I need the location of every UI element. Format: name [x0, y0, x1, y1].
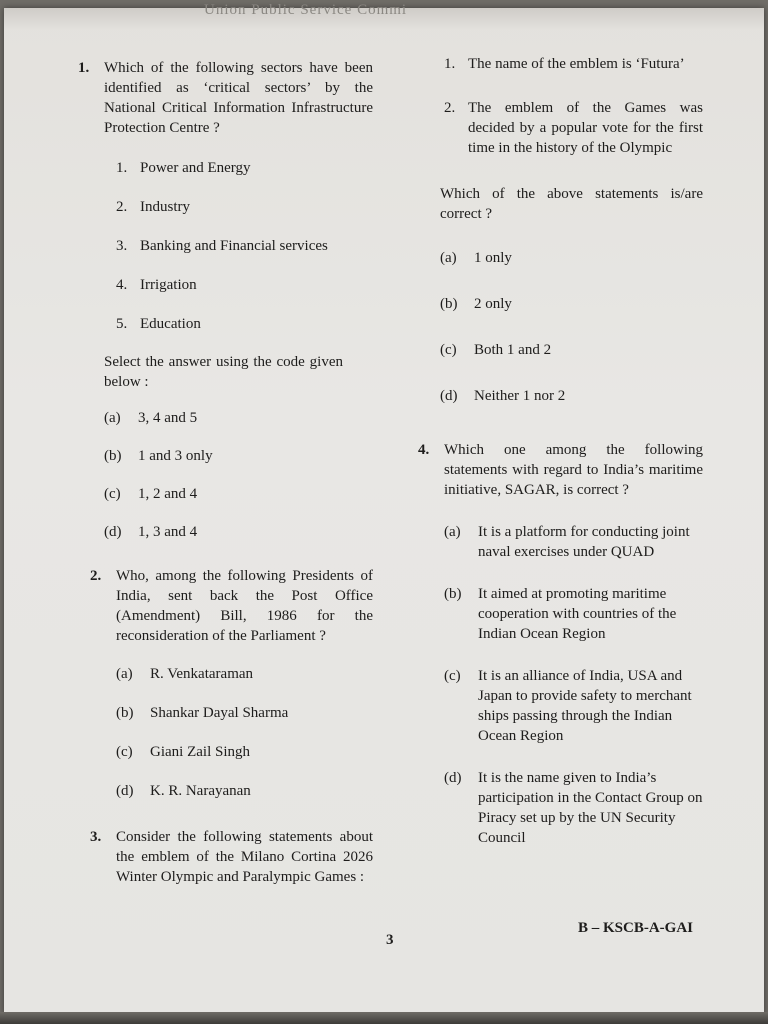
statement-2 — [444, 98, 703, 158]
sector-item — [116, 197, 373, 217]
option-label: (a) — [444, 524, 461, 540]
option-label: (a) — [440, 250, 457, 266]
question-number: 1. — [78, 60, 90, 76]
option-text: It is an alliance of India, USA and Japan to provide safety to merchant ships passing through the Indian Ocean Region — [478, 668, 692, 744]
option-b[interactable] — [104, 446, 373, 466]
left-column — [78, 58, 373, 887]
item-number: 5. — [116, 316, 128, 332]
option-d[interactable] — [104, 522, 373, 542]
item-number: 3. — [116, 238, 128, 254]
item-text: Power and Energy — [140, 160, 251, 176]
option-label: (d) — [444, 770, 462, 786]
option-text: Giani Zail Singh — [150, 744, 250, 760]
option-label: (d) — [440, 388, 458, 404]
option-b[interactable] — [116, 703, 373, 723]
item-text: Industry — [140, 199, 190, 215]
option-text: K. R. Narayanan — [150, 783, 251, 799]
booklet-code: B – KSCB-A-GAI — [578, 920, 694, 936]
question-stem: Consider the following statements about the emblem of the Milano Cortina 2026 Winter Olympic and Paralympic Games : — [116, 829, 373, 885]
question-number: 2. — [90, 568, 102, 584]
option-label: (c) — [444, 668, 461, 684]
option-text: 1 only — [474, 250, 512, 266]
item-text: Education — [140, 316, 201, 332]
option-label: (d) — [116, 783, 134, 799]
option-label: (a) — [104, 410, 121, 426]
item-number: 4. — [116, 277, 128, 293]
option-a[interactable] — [116, 664, 373, 684]
statement-number: 2. — [444, 100, 456, 116]
question-number: 3. — [90, 829, 102, 845]
answer-instruction: Which of the above statements is/are correct ? — [440, 186, 703, 222]
option-label: (c) — [440, 342, 457, 358]
option-label: (b) — [116, 705, 134, 721]
option-d[interactable] — [440, 386, 703, 406]
option-b[interactable] — [444, 584, 703, 644]
question-stem: Who, among the following Presidents of India, sent back the Post Office (Amendment) Bill, 1986 for the reconsideration of the Parliament ? — [116, 568, 373, 644]
option-text: 1 and 3 only — [138, 448, 213, 464]
option-label: (b) — [104, 448, 122, 464]
option-text: It is a platform for conducting joint naval exercises under QUAD — [478, 524, 690, 560]
option-a[interactable] — [440, 248, 703, 268]
page-top-edge — [4, 2, 764, 30]
question-1 — [78, 58, 373, 542]
option-text: 2 only — [474, 296, 512, 312]
option-d[interactable] — [444, 768, 703, 848]
option-label: (b) — [444, 586, 462, 602]
option-label: (c) — [116, 744, 133, 760]
item-text: Irrigation — [140, 277, 197, 293]
item-text: Banking and Financial services — [140, 238, 328, 254]
page-number: 3 — [386, 932, 394, 948]
question-4 — [418, 440, 703, 848]
sector-item — [116, 275, 373, 295]
question-2 — [90, 566, 373, 801]
option-label: (b) — [440, 296, 458, 312]
question-number: 4. — [418, 442, 430, 458]
option-text: 1, 3 and 4 — [138, 524, 198, 540]
option-c[interactable] — [440, 340, 703, 360]
option-label: (c) — [104, 486, 121, 502]
question-3 — [90, 827, 373, 887]
option-label: (a) — [116, 666, 133, 682]
question-stem: Which one among the following statements with regard to India’s maritime initiative, SAGAR, is correct ? — [444, 442, 703, 498]
statement-number: 1. — [444, 56, 456, 72]
statement-text: The name of the emblem is ‘Futura’ — [468, 56, 685, 72]
sector-item — [116, 236, 373, 256]
question-stem: Which of the following sectors have been identified as ‘critical sectors’ by the National Critical Information Infrastructure Protection Centre ? — [104, 60, 373, 136]
option-text: 1, 2 and 4 — [138, 486, 198, 502]
option-b[interactable] — [440, 294, 703, 314]
page-bottom-shadow — [0, 1012, 768, 1024]
option-text: Shankar Dayal Sharma — [150, 705, 289, 721]
option-text: It aimed at promoting maritime cooperation with countries of the Indian Ocean Region — [478, 586, 677, 642]
option-d[interactable] — [116, 781, 373, 801]
option-text: It is the name given to India’s participation in the Contact Group on Piracy set up by the UN Security Council — [478, 770, 703, 846]
option-a[interactable] — [444, 522, 703, 562]
option-c[interactable] — [104, 484, 373, 504]
option-c[interactable] — [444, 666, 703, 746]
option-c[interactable] — [116, 742, 373, 762]
item-number: 1. — [116, 160, 128, 176]
sector-item — [116, 158, 373, 178]
item-number: 2. — [116, 199, 128, 215]
answer-instruction: Select the answer using the code given below : — [104, 354, 343, 390]
statement-1 — [444, 54, 703, 74]
option-text: Neither 1 nor 2 — [474, 388, 566, 404]
option-text: Both 1 and 2 — [474, 342, 552, 358]
option-text: R. Venkataraman — [150, 666, 254, 682]
statement-text: The emblem of the Games was decided by a popular vote for the first time in the history of the Olympic — [468, 100, 703, 156]
option-a[interactable] — [104, 408, 373, 428]
sector-item — [116, 314, 373, 334]
header-cut-text: Union Public Service Commi — [204, 2, 408, 18]
option-text: 3, 4 and 5 — [138, 410, 198, 426]
right-column — [418, 54, 703, 848]
option-label: (d) — [104, 524, 122, 540]
